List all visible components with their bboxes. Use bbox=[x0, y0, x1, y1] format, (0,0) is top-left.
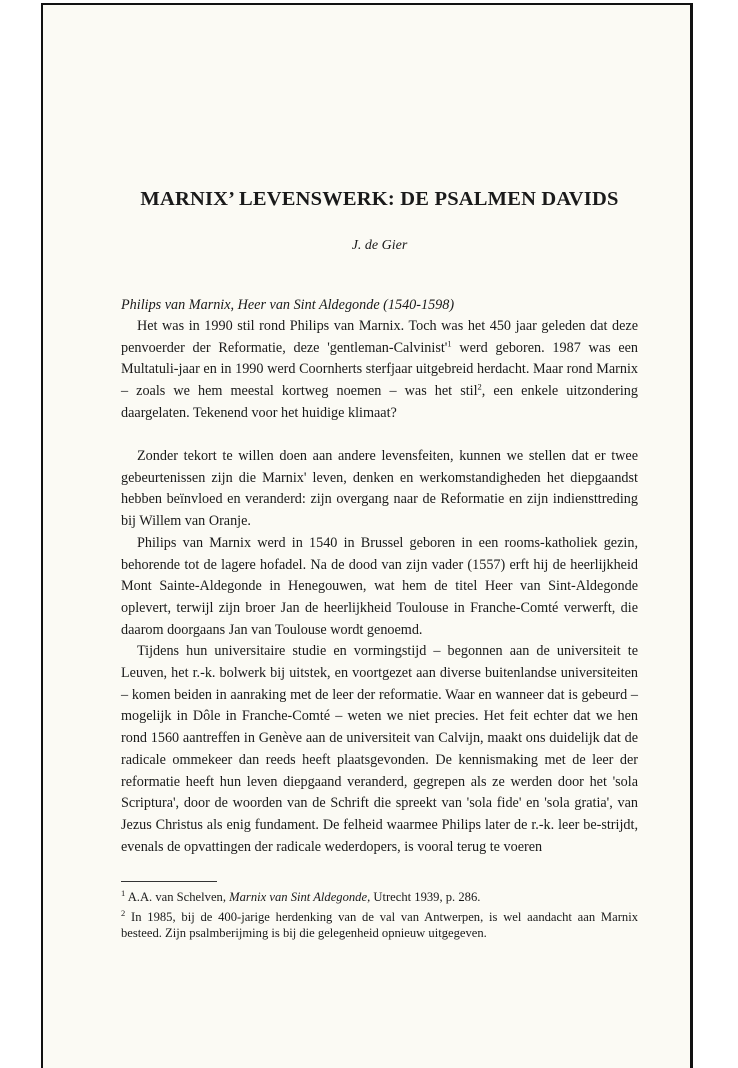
article-author: J. de Gier bbox=[351, 238, 408, 253]
paragraph-2: Zonder tekort te willen doen aan andere levensfeiten, kunnen we stellen dat er twee gebeurtenissen zijn die Marnix' leven, denken en werkomstandigheden het diepgaandst hebben beïnvloed en veranderd: zijn overgang naar de Reformatie en zijn indiensttreding bij Willem van Oranje. bbox=[121, 448, 638, 530]
paragraph-4: Tijdens hun universitaire studie en vormingstijd – begonnen aan de universiteit te Leuven, het r.-k. bolwerk bij uitstek, en voortgezet aan diverse buitenlandse universiteiten – komen beiden in aanraking met de leer der reformatie. Waar en wanneer dat is gebeurd – mogelijk in Dôle in Franche-Comté – weten we niet precies. Het feit echter dat we hen rond 1560 aantreffen in Genève aan de universiteit van Calvijn, maakt ons duidelijk dat de radicale ommekeer dan reeds heeft plaatsgevonden. De kennismaking met de leer der reformatie heeft hun leven diepgaand veranderd, gegrepen als ze werden door het 'sola Scriptura', door de woorden van de Schrift die spreekt van 'sola fide' en 'sola gratia', van Jezus Christus als enig fundament. De felheid waarmee Philips later de r.-k. leer be-strijdt, evenals de opvattingen der radicale wederdopers, is vooral terug te voeren bbox=[121, 643, 638, 855]
footnote-1 bbox=[121, 889, 638, 905]
article-title: MARNIX’ LEVENSWERK: DE PSALMEN DAVIDS bbox=[140, 188, 619, 210]
footnotes bbox=[121, 889, 638, 941]
paragraph-1 bbox=[121, 316, 638, 425]
paragraph-1-part-a: Het was in 1990 stil rond Philips van Marnix. Toch was het 450 jaar geleden dat deze penvoerder der Reformatie, deze 'gentleman-Calvinist' bbox=[121, 318, 638, 356]
footnote-divider bbox=[121, 881, 217, 882]
footnote-1-before: A.A. van Schelven, bbox=[125, 890, 230, 904]
body-block-1 bbox=[121, 316, 638, 425]
footnote-2-number: 2 bbox=[121, 907, 126, 918]
footnote-1-after: Utrecht 1939, p. 286. bbox=[370, 890, 481, 904]
footnote-2 bbox=[121, 909, 638, 941]
footnote-2-text: In 1985, bij de 400-jarige herdenking van de val van Antwerpen, is wel aandacht aan Marnix besteed. Zijn psalmberijming is bij die gelegenheid opnieuw uitgegeven. bbox=[121, 910, 638, 940]
footnote-ref-1: 1 bbox=[447, 337, 452, 348]
page bbox=[41, 3, 693, 1068]
footnote-1-number: 1 bbox=[121, 887, 126, 898]
paragraph-3: Philips van Marnix werd in 1540 in Brussel geboren in een rooms-katholiek gezin, behorende tot de lagere hofadel. Na de dood van zijn vader (1557) erft hij de heerlijkheid Mont Sainte-Aldegonde in Henegouwen, wat hem de titel Heer van Sint-Aldegonde oplevert, terwijl zijn broer Jan de heerlijkheid Toulouse in Franche-Comté verwerft, die daarom doorgaans Jan van Toulouse wordt genoemd. bbox=[121, 534, 638, 638]
footnote-1-title: Marnix van Sint Aldegonde, bbox=[229, 890, 371, 904]
paragraph-1-part-c: , een enkele uitzondering daargelaten. Tekenend voor het huidige klimaat? bbox=[121, 383, 638, 421]
footnote-ref-2: 2 bbox=[477, 381, 482, 392]
body-block-2 bbox=[121, 446, 638, 858]
paragraph-1-part-b: werd geboren. 1987 was een Multatuli-jaar en in 1990 werd Coornherts sterfjaar uitgebreid herdacht. Maar rond Marnix – zoals we hem meestal kortweg noemen – was het stil bbox=[121, 339, 639, 400]
section-heading: Philips van Marnix, Heer van Sint Aldegonde (1540-1598) bbox=[121, 297, 455, 313]
